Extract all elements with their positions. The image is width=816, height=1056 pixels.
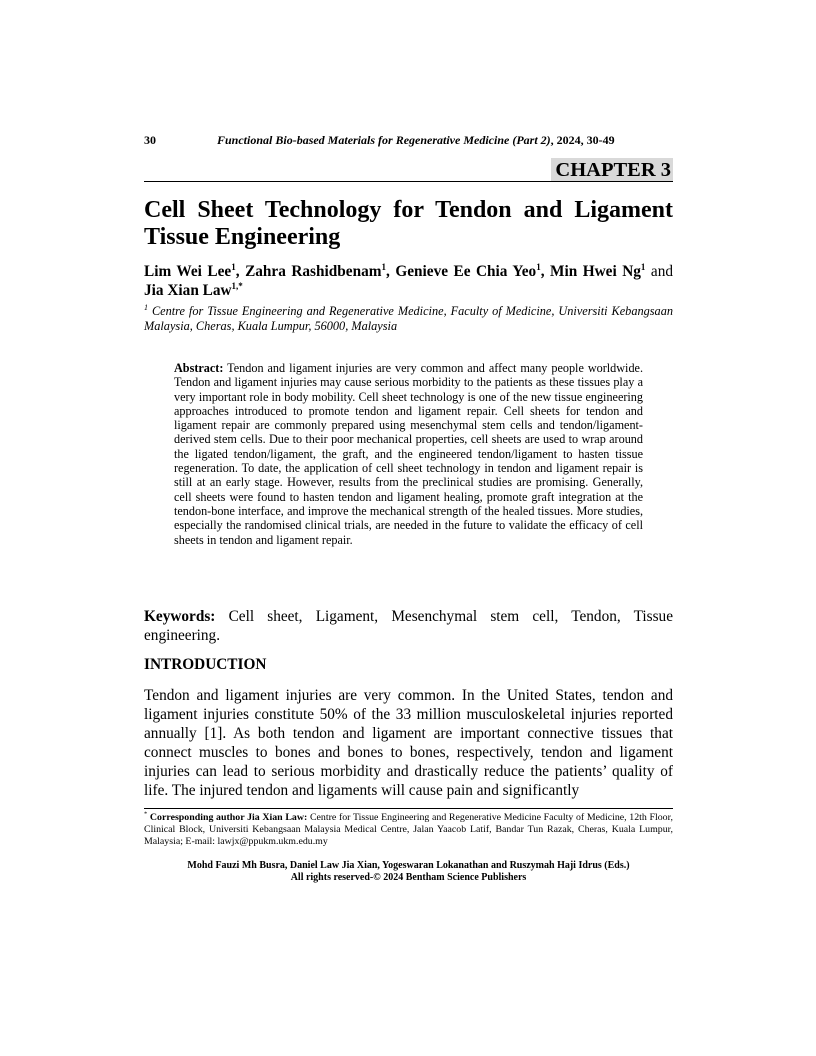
rights-line: All rights reserved-© 2024 Bentham Science Publishers: [290, 872, 527, 883]
footnote: [144, 812, 673, 848]
author-affiliation-mark: 1: [536, 261, 541, 272]
author-name: Zahra Rashidbenam: [245, 263, 382, 280]
author-affiliation-mark: 1: [640, 261, 646, 272]
affiliation-mark: 1: [144, 302, 148, 312]
affiliation-text: Centre for Tissue Engineering and Regenerative Medicine, Faculty of Medicine, Universiti Kebangsaan Malaysia, Cheras, Kuala Lumpur, 56000, Malaysia: [144, 304, 673, 333]
publisher-credits: [144, 860, 673, 884]
affiliation: [144, 304, 673, 334]
author-name: Lim Wei Lee: [144, 263, 232, 280]
keywords: [144, 607, 673, 645]
author-name: Min Hwei Ng: [550, 263, 641, 280]
chapter-title: Cell Sheet Technology for Tendon and Ligament Tissue Engineering: [144, 197, 673, 250]
author-separator: ,: [540, 263, 551, 280]
chapter-divider: [144, 181, 673, 182]
author-affiliation-mark: 1,*: [231, 280, 243, 291]
author-name: Genieve Ee Chia Yeo: [395, 263, 537, 280]
abstract-text: Tendon and ligament injuries are very common and affect many people worldwide. Tendon and ligament injuries may cause serious morbidity to the patients as these tissues play a very important role in body mobility. Cell sheet technology is one of the new tissue engineering approaches introduced to promote tendon and ligament repair. Cell sheets for tendon and ligament repair are commonly prepared using mesenchymal stem cells and tendon/ligament-derived stem cells. Due to their poor mechanical properties, cell sheets are used to wrap around the ligated tendon/ligament, the graft, and the engineered tendon/ligament to hasten tissue regeneration. To date, the application of cell sheet technology in tendon and ligament repair is still at an early stage. However, results from the preclinical studies are promising. Generally, cell sheets were found to hasten tendon and ligament healing, promote graft integration at the tendon-bone interface, and improve the mechanical strength of the healed tissues. More studies, especially the randomised clinical trials, are needed in the future to validate the efficacy of cell sheets in tendon and ligament repair.: [174, 361, 643, 547]
footnote-label: Corresponding author Jia Xian Law:: [147, 812, 308, 823]
footnote-text: Centre for Tissue Engineering and Regenerative Medicine Faculty of Medicine, 12th Floor, Clinical Block, Universiti Kebangsaan Malaysia Medical Centre, Jalan Yaacob Latif, Bandar Tun Razak, Cheras, Kuala Lumpur, Malaysia; E-mail: lawjx@ppukm.ukm.edu.my: [144, 812, 673, 847]
author-affiliation-mark: 1: [381, 261, 386, 272]
author-separator: ,: [385, 263, 396, 280]
author-conjunction: and: [645, 263, 674, 280]
keywords-label: Keywords:: [144, 608, 216, 625]
author-list: [144, 262, 673, 300]
keywords-text: Cell sheet, Ligament, Mesenchymal stem cell, Tendon, Tissue engineering.: [144, 608, 673, 644]
author-affiliation-mark: 1: [231, 261, 236, 272]
footnote-divider: [144, 808, 673, 809]
intro-paragraph: Tendon and ligament injuries are very common. In the United States, tendon and ligament injuries constitute 50% of the 33 million musculoskeletal injuries reported annually [1]. As both tendon and ligament are important connective tissues that connect muscles to bones and bones to bones, respectively, tendon and ligament injuries can lead to serious morbidity and drastically reduce the patients’ quality of life. The injured tendon and ligaments will cause pain and significantly: [144, 687, 673, 799]
author-name: Jia Xian Law: [144, 282, 232, 299]
chapter-label: CHAPTER 3: [551, 158, 673, 182]
section-heading: INTRODUCTION: [144, 656, 267, 673]
author-separator: ,: [235, 263, 246, 280]
editors-line: Mohd Fauzi Mh Busra, Daniel Law Jia Xian, Yogeswaran Lokanathan and Ruszymah Haji Idrus (Eds.): [187, 860, 630, 871]
footnote-mark: *: [144, 810, 148, 818]
journal-name: Functional Bio-based Materials for Regenerative Medicine (Part 2): [217, 133, 551, 147]
journal-year-pages: , 2024, 30-49: [550, 133, 615, 147]
abstract: [174, 361, 643, 547]
abstract-label: Abstract:: [174, 361, 224, 375]
page-number: 30: [144, 133, 156, 147]
journal-title: [217, 133, 615, 148]
